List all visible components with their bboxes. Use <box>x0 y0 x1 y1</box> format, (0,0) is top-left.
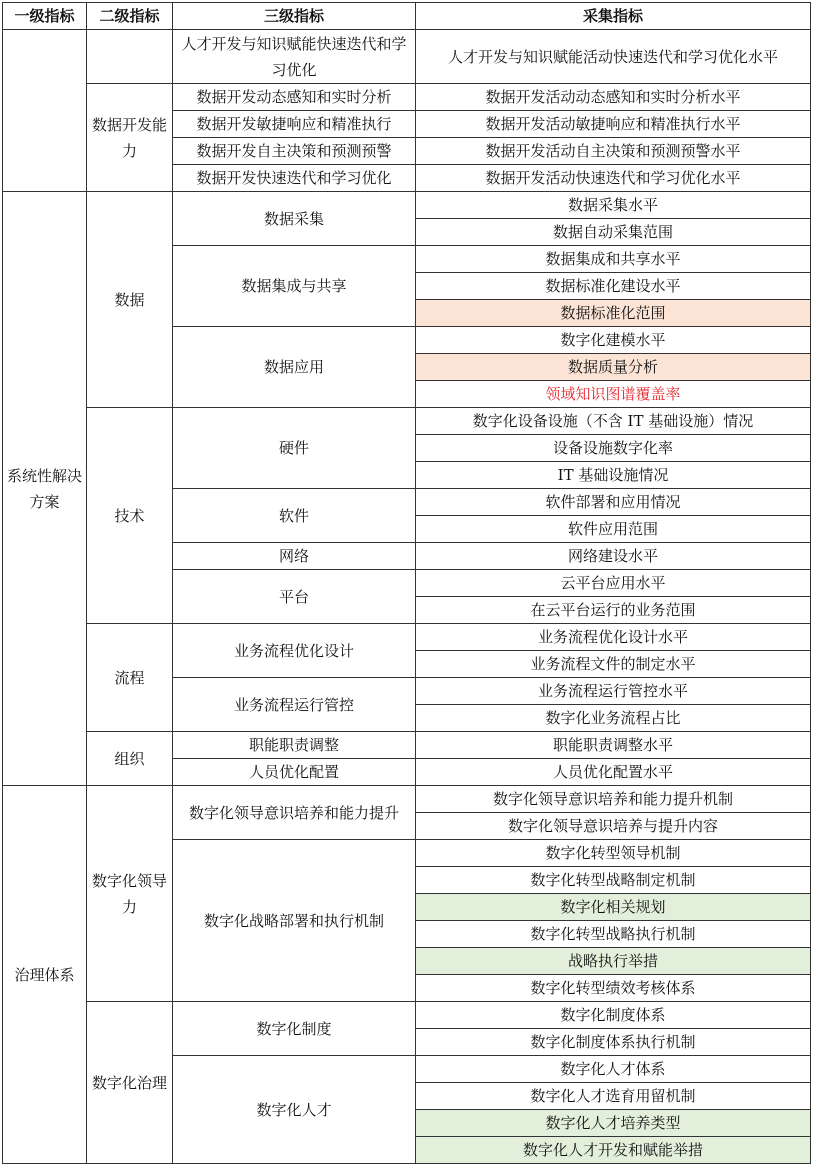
collect-cell: 人员优化配置水平 <box>416 759 811 786</box>
level3-cell: 人员优化配置 <box>173 759 416 786</box>
collect-cell: 数字化领导意识培养和能力提升机制 <box>416 786 811 813</box>
level2-cell: 组织 <box>87 732 173 786</box>
level3-cell: 数据开发敏捷响应和精准执行 <box>173 111 416 138</box>
collect-cell: 业务流程文件的制定水平 <box>416 651 811 678</box>
collect-cell: 业务流程运行管控水平 <box>416 678 811 705</box>
collect-cell: 数字化制度体系执行机制 <box>416 1029 811 1056</box>
collect-cell: 数据开发活动自主决策和预测预警水平 <box>416 138 811 165</box>
collect-cell: 数字化人才体系 <box>416 1056 811 1083</box>
collect-cell-highlighted: 数字化人才开发和赋能举措 <box>416 1137 811 1164</box>
collect-cell: 数字化设备设施（不含 IT 基础设施）情况 <box>416 408 811 435</box>
level3-cell: 人才开发与知识赋能快速迭代和学习优化 <box>173 30 416 84</box>
level2-cell: 技术 <box>87 408 173 624</box>
level3-cell: 数字化领导意识培养和能力提升 <box>173 786 416 840</box>
level3-cell: 网络 <box>173 543 416 570</box>
level2-cell: 流程 <box>87 624 173 732</box>
collect-cell: 数字化业务流程占比 <box>416 705 811 732</box>
level3-cell: 业务流程运行管控 <box>173 678 416 732</box>
level3-cell: 数据应用 <box>173 327 416 408</box>
collect-cell: IT 基础设施情况 <box>416 462 811 489</box>
collect-cell: 数字化转型战略制定机制 <box>416 867 811 894</box>
level2-cell: 数字化领导力 <box>87 786 173 1002</box>
collect-cell-highlighted: 数字化相关规划 <box>416 894 811 921</box>
level3-cell: 数字化人才 <box>173 1056 416 1164</box>
level3-cell: 平台 <box>173 570 416 624</box>
collect-cell: 数据集成和共享水平 <box>416 246 811 273</box>
table-row <box>3 624 811 651</box>
level3-cell: 数据采集 <box>173 192 416 246</box>
collect-cell: 数据开发活动敏捷响应和精准执行水平 <box>416 111 811 138</box>
level2-cell: 数字化治理 <box>87 1002 173 1164</box>
collect-cell: 网络建设水平 <box>416 543 811 570</box>
level1-cell: 系统性解决方案 <box>3 192 87 786</box>
level3-cell: 数据集成与共享 <box>173 246 416 327</box>
collect-cell: 软件部署和应用情况 <box>416 489 811 516</box>
collect-cell: 在云平台运行的业务范围 <box>416 597 811 624</box>
collect-cell: 数据自动采集范围 <box>416 219 811 246</box>
collect-cell: 数据标准化建设水平 <box>416 273 811 300</box>
collect-cell: 数字化转型领导机制 <box>416 840 811 867</box>
table-row <box>3 732 811 759</box>
collect-cell-red: 领域知识图谱覆盖率 <box>416 381 811 408</box>
header-row <box>3 3 811 30</box>
level2-cell: 数据 <box>87 192 173 408</box>
collect-cell-highlighted: 战略执行举措 <box>416 948 811 975</box>
level3-cell: 数据开发自主决策和预测预警 <box>173 138 416 165</box>
table-row <box>3 408 811 435</box>
level1-cell-blank <box>3 30 87 192</box>
level2-cell: 数据开发能力 <box>87 84 173 192</box>
collect-cell: 职能职责调整水平 <box>416 732 811 759</box>
indicator-table <box>2 2 811 1164</box>
level3-cell: 数字化战略部署和执行机制 <box>173 840 416 1002</box>
level3-cell: 职能职责调整 <box>173 732 416 759</box>
header-collect: 采集指标 <box>416 3 811 30</box>
header-level3: 三级指标 <box>173 3 416 30</box>
level3-cell: 数字化制度 <box>173 1002 416 1056</box>
header-level1: 一级指标 <box>3 3 87 30</box>
collect-cell: 数字化人才选育用留机制 <box>416 1083 811 1110</box>
level3-cell: 数据开发动态感知和实时分析 <box>173 84 416 111</box>
collect-cell: 数据开发活动动态感知和实时分析水平 <box>416 84 811 111</box>
header-level2: 二级指标 <box>87 3 173 30</box>
collect-cell: 设备设施数字化率 <box>416 435 811 462</box>
collect-cell: 数据开发活动快速迭代和学习优化水平 <box>416 165 811 192</box>
collect-cell: 数字化转型绩效考核体系 <box>416 975 811 1002</box>
table-row <box>3 786 811 813</box>
table-row <box>3 30 811 84</box>
level3-cell: 数据开发快速迭代和学习优化 <box>173 165 416 192</box>
collect-cell: 数字化制度体系 <box>416 1002 811 1029</box>
level3-cell: 软件 <box>173 489 416 543</box>
level3-cell: 业务流程优化设计 <box>173 624 416 678</box>
level2-cell-blank <box>87 30 173 84</box>
collect-cell: 云平台应用水平 <box>416 570 811 597</box>
level3-cell: 硬件 <box>173 408 416 489</box>
collect-cell: 业务流程优化设计水平 <box>416 624 811 651</box>
level1-cell: 治理体系 <box>3 786 87 1164</box>
table-row <box>3 1002 811 1029</box>
collect-cell: 软件应用范围 <box>416 516 811 543</box>
table-row <box>3 84 811 111</box>
collect-cell: 数据采集水平 <box>416 192 811 219</box>
collect-cell-highlighted: 数字化人才培养类型 <box>416 1110 811 1137</box>
collect-cell-highlighted: 数据标准化范围 <box>416 300 811 327</box>
collect-cell: 数字化转型战略执行机制 <box>416 921 811 948</box>
collect-cell: 人才开发与知识赋能活动快速迭代和学习优化水平 <box>416 30 811 84</box>
table-row <box>3 192 811 219</box>
collect-cell: 数字化领导意识培养与提升内容 <box>416 813 811 840</box>
collect-cell: 数字化建模水平 <box>416 327 811 354</box>
collect-cell-highlighted: 数据质量分析 <box>416 354 811 381</box>
